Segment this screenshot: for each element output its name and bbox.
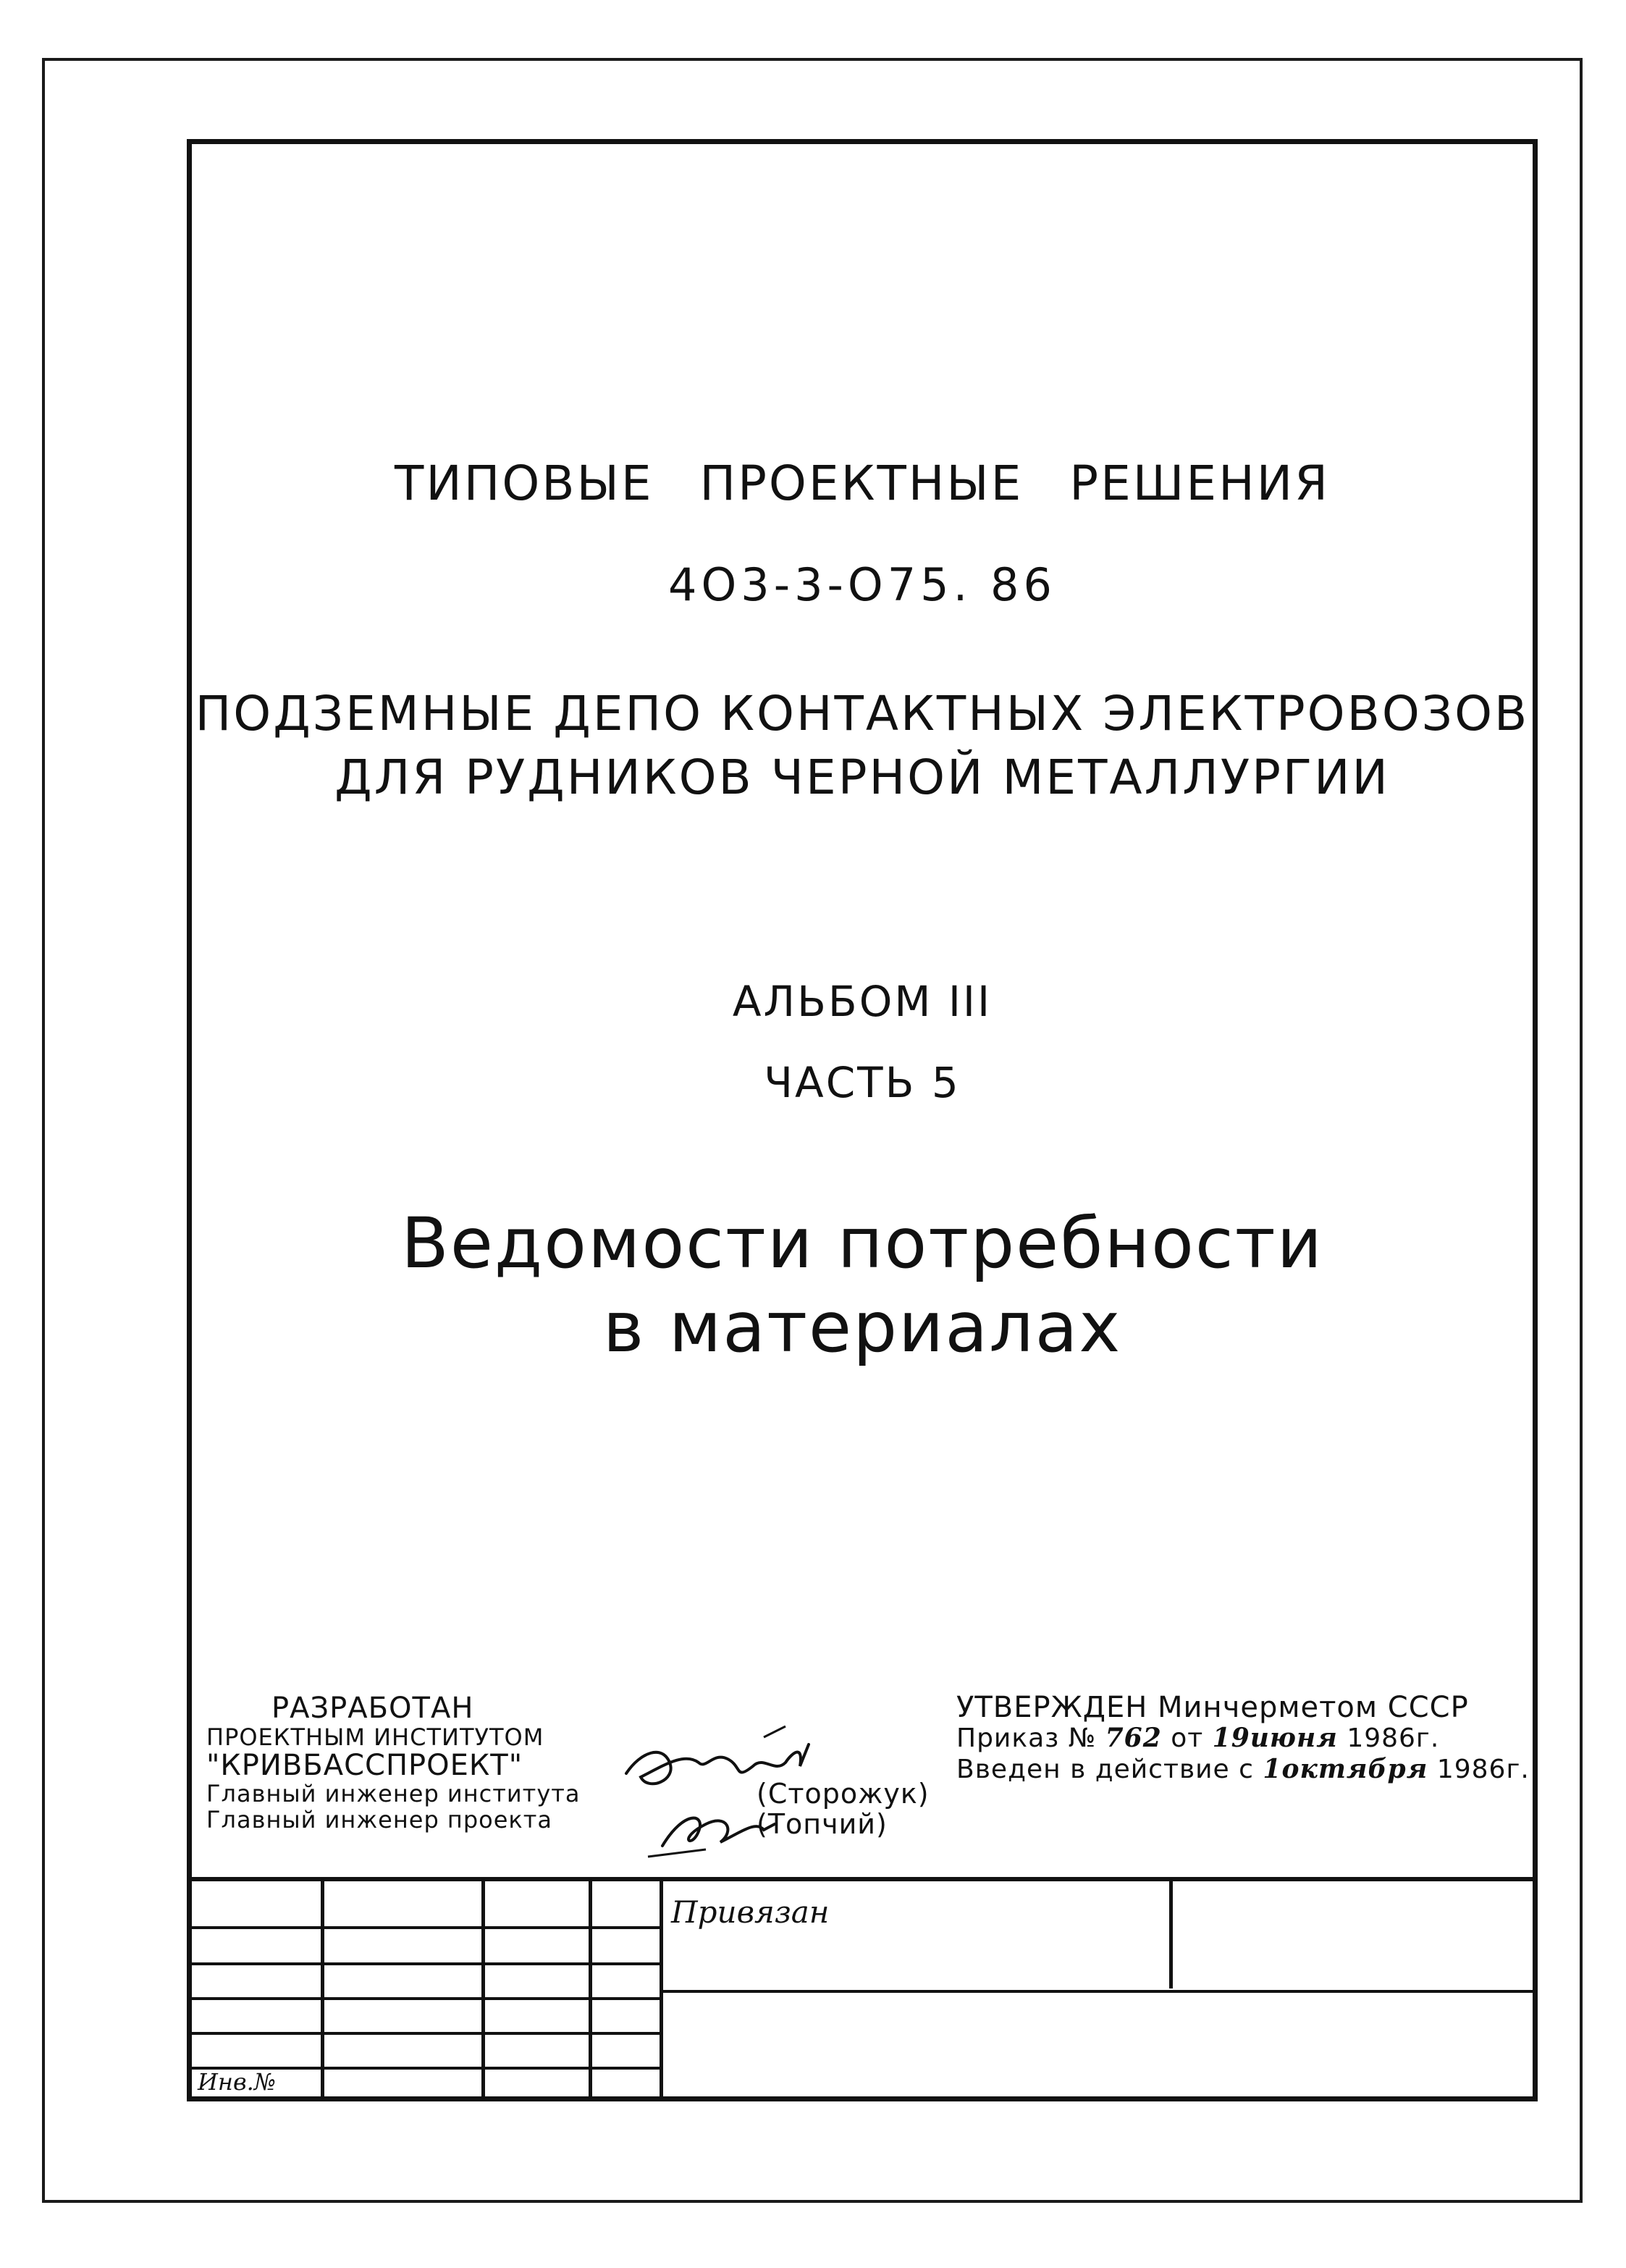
table-rule xyxy=(192,2032,660,2035)
approval-block xyxy=(956,1691,1530,1785)
title-block-table xyxy=(192,1877,1533,2101)
effective-prefix: Введен в действие с xyxy=(956,1755,1263,1784)
effective-date: 1октября xyxy=(1263,1754,1428,1784)
table-rule xyxy=(192,1926,660,1929)
handwritten-signatures xyxy=(619,1723,858,1868)
chief-engineer-institute-label: Главный инженер института xyxy=(206,1780,581,1807)
sheet-title-line-2: в материалах xyxy=(602,1287,1122,1368)
chief-engineer-project-label: Главный инженер проекта xyxy=(206,1806,552,1834)
developed-heading: РАЗРАБОТАН xyxy=(271,1692,474,1725)
order-line xyxy=(956,1723,1521,1754)
series-title: ТИПОВЫЕ ПРОЕКТНЫЕ РЕШЕНИЯ xyxy=(395,455,1330,511)
table-rule xyxy=(192,1962,660,1965)
chief-engineer-institute-name: (Сторожук) xyxy=(757,1778,930,1810)
inventory-number-label: Инв.№ xyxy=(198,2068,277,2096)
chief-engineer-project-name: (Топчий) xyxy=(757,1808,888,1840)
subject-line-2: ДЛЯ РУДНИКОВ ЧЕРНОЙ МЕТАЛЛУРГИИ xyxy=(334,749,1390,805)
sheet-title-line-1: Ведомости потребности xyxy=(400,1203,1323,1284)
title-page-frame xyxy=(187,139,1538,2101)
table-divider xyxy=(1169,1881,1173,1988)
part-label: ЧАСТЬ 5 xyxy=(764,1058,961,1107)
effective-line xyxy=(956,1754,1530,1785)
order-prefix: Приказ № xyxy=(956,1723,1105,1753)
developer-by-line: ПРОЕКТНЫМ ИНСТИТУТОМ xyxy=(206,1723,544,1751)
table-rule xyxy=(192,1997,660,2000)
order-date: 19июня xyxy=(1212,1723,1338,1753)
album-label: АЛЬБОМ III xyxy=(732,977,993,1026)
order-number: 762 xyxy=(1105,1723,1162,1753)
table-rule xyxy=(660,1990,1536,1993)
approved-by: УТВЕРЖДЕН Минчерметом СССР xyxy=(956,1691,1469,1724)
effective-year: 1986г. xyxy=(1428,1755,1530,1784)
chief-engineer-institute-row xyxy=(206,1778,1003,1810)
developer-block xyxy=(206,1692,1003,1840)
order-from: от xyxy=(1161,1723,1213,1753)
institute-name: "КРИВБАССПРОЕКТ" xyxy=(206,1749,523,1782)
bound-label: Привязан xyxy=(671,1894,830,1930)
order-year: 1986г. xyxy=(1337,1723,1440,1753)
subject-line-1: ПОДЗЕМНЫЕ ДЕПО КОНТАКТНЫХ ЭЛЕКТРОВОЗОВ xyxy=(195,686,1530,742)
document-code: 4О3-3-О75. 86 xyxy=(668,558,1056,611)
chief-engineer-project-row xyxy=(206,1806,1003,1840)
